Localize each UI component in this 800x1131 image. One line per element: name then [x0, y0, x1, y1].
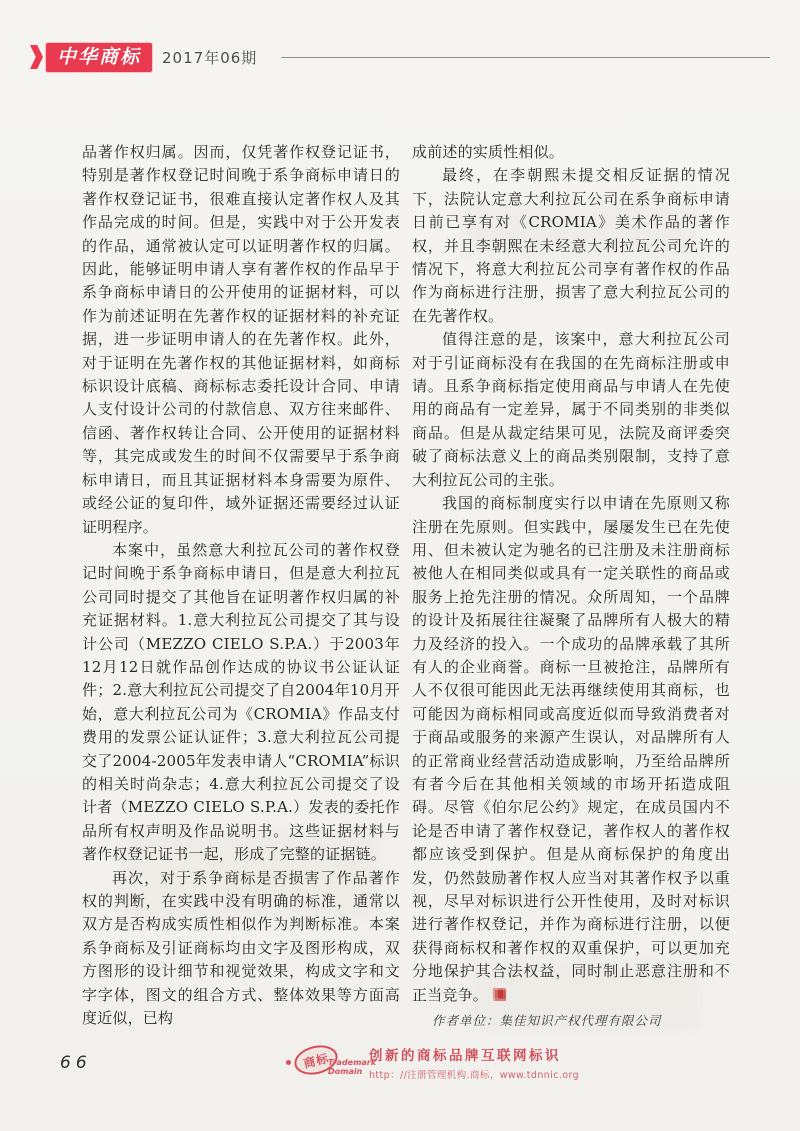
- logo-dot: [286, 1060, 291, 1065]
- page-number: 66: [60, 1053, 92, 1073]
- logo-en-text: [328, 1058, 376, 1076]
- paragraph: 本案中，虽然意大利拉瓦公司的著作权登记时间晚于系争商标申请日，但是意大利拉瓦公司同时提交了其他旨在证明著作权归属的补充证据材料。1.意大利拉瓦公司提交了其与设计公司（MEZZO CIELO S.P.A.）于2003年12月12日就作品创作达成的协议书公证认证件；2.意大利拉瓦公司提交了自2004年10月开始，意大利拉瓦公司为《CROMIA》作品支付费用的发票公证认证件；3.意大利拉瓦公司提交了2004-2005年发表申请人“CROMIA”标识的相关时尚杂志；4.意大利拉瓦公司提交了设计者（MEZZO CIELO S.P.A.）发表的委托作品所有权声明及作品说明书。这些证据材料与著作权登记证书一起，形成了完整的证据链。: [82, 540, 400, 864]
- page-header: [30, 42, 770, 72]
- magazine-name: 中华商标: [57, 45, 142, 68]
- logo-cn-text: 商标: [301, 1050, 331, 1071]
- logo-en-line1: Trademark: [328, 1058, 377, 1067]
- logo-en-line2: Domain: [328, 1067, 363, 1076]
- article-end-seal-icon: [493, 988, 506, 1001]
- paragraph: 成前述的实质性相似。: [412, 143, 565, 161]
- magazine-logo-badge: [46, 43, 152, 72]
- trademark-domain-logo-icon: [288, 1042, 377, 1080]
- paragraph: 值得注意的是，该案中，意大利拉瓦公司对于引证商标没有在我国的在先商标注册或申请。且系争商标指定使用商品与申请人在先使用的商品有一定差异，属于不同类别的非类似商品。但是从裁定结果可见，法院及商评委突破了商标法意义上的商品类别限制，支持了意大利拉瓦公司的主张。: [412, 330, 730, 489]
- article-body: [82, 141, 730, 1032]
- author-affiliation: 作者单位：集佳知识产权代理有限公司: [432, 1013, 662, 1029]
- paragraph: 最终，在李朝熙未提交相反证据的情况下，法院认定意大利拉瓦公司在系争商标申请日前已享有对《CROMIA》美术作品的著作权，并且李朝熙在未经意大利拉瓦公司允许的情况下，将意大利拉瓦公司享有著作权的作品作为商标进行注册，损害了意大利拉瓦公司的在先著作权。: [412, 166, 730, 325]
- paragraph: [412, 492, 730, 1007]
- header-rule: [281, 57, 770, 58]
- paragraph: 品著作权归属。因而，仅凭著作权登记证书，特别是著作权登记时间晚于系争商标申请日的著作权登记证书，很难直接认定著作权人及其作品完成的时间。但是，实践中对于公开发表的作品，通常被认定可以证明著作权的归属。因此，能够证明申请人享有著作权的作品早于系争商标申请日的公开使用的证据材料，可以作为前述证明在先著作权的证据材料的补充证据，进一步证明申请人的在先著作权。此外，对于证明在先著作权的其他证据材料，如商标标识设计底稿、商标标志委托设计合同、申请人支付设计公司的付款信息、双方往来邮件、信函、著作权转让合同、公开使用的证据材料等，其完成或发生的时间不仅需要早于系争商标申请日，而且其证据材料本身需要为原件、或经公证的复印件，域外证据还需要经过认证证明程序。: [82, 143, 400, 536]
- paragraph: 再次，对于系争商标是否损害了作品著作权的判断，在实践中没有明确的标准，通常以双方是否构成实质性相似作为判断标准。本案系争商标及引证商标均由文字及图形构成，双方图形的设计细节和视觉效果，构成文字和文字字体，图文的组合方式、整体效果等方面高度近似，已构: [82, 868, 400, 1028]
- footer-url: http：//注册管理机构.商标，www.tdnnic.org: [369, 1070, 580, 1081]
- footer-slogan-block: [369, 1042, 579, 1081]
- issue-label: 2017年06期: [162, 48, 258, 67]
- left-column: [82, 141, 400, 1032]
- paragraph-text: 我国的商标制度实行以申请在先原则又称注册在先原则。但实践中，屡屡发生已在先使用、但未被认定为驰名的已注册及未注册商标被他人在相同类似或具有一定关联性的商品或服务上抢先注册的情况。众所周知，一个品牌的设计及拓展往往凝聚了品牌所有人极大的精力及经济的投入。一个成功的品牌承载了其所有人的企业商誉。商标一旦被抢注，品牌所有人不仅很可能因此无法再继续使用其商标，也可能因为商标相同或高度近似而导致消费者对于商品或服务的来源产生误认，对品牌所有人的正常商业经营活动造成影响，乃至给品牌所有者今后在其他相关领域的市场开拓造成阻碍。尽管《伯尔尼公约》规定，在成员国内不论是否申请了著作权登记，著作权人的著作权都应该受到保护。但是从商标保护的角度出发，仍然鼓励著作权人应当对其著作权予以重视，尽早对标识进行公开性使用，及时对标识进行著作权登记，并作为商标进行注册，以便获得商标权和著作权的双重保护，可以更加充分地保护其合法权益，同时制止恶意注册和不正当竞争。: [412, 494, 730, 1004]
- footer-logo: [288, 1042, 579, 1081]
- right-column: [412, 141, 730, 1032]
- footer-slogan: 创新的商标品牌互联网标识: [369, 1048, 561, 1064]
- ribbon-chevron-icon: [30, 45, 43, 69]
